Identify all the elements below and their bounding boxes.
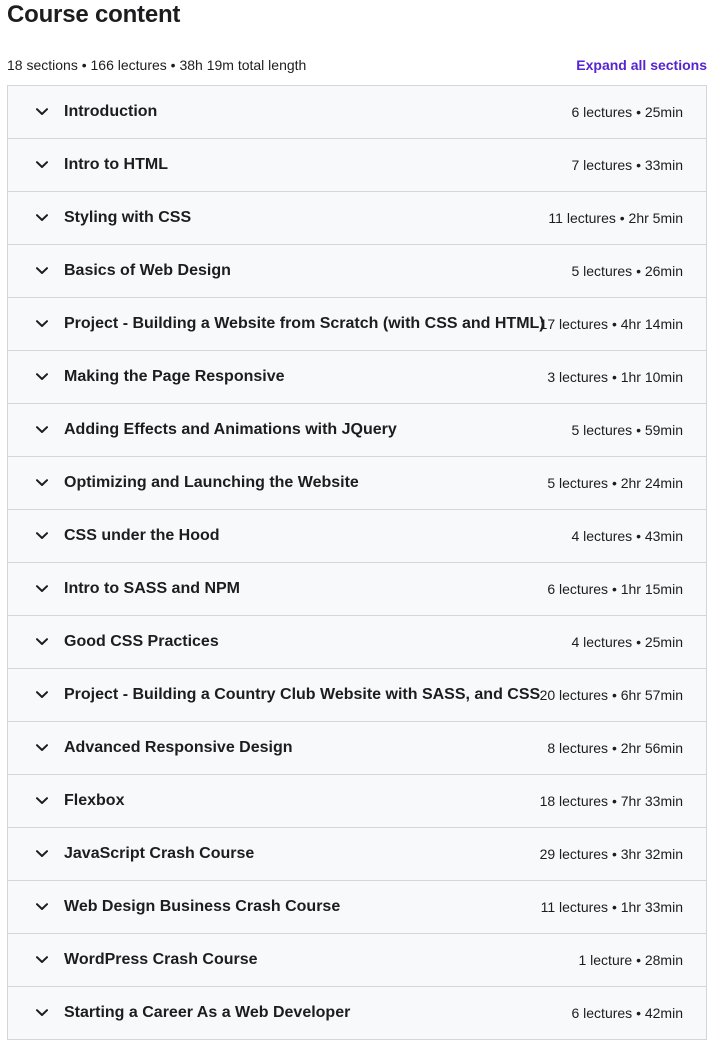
section-title: Project - Building a Country Club Website with SASS, and CSS (64, 686, 541, 703)
section-row[interactable] (8, 192, 706, 245)
section-title: Good CSS Practices (64, 633, 219, 650)
chevron-down-icon (35, 423, 49, 437)
section-meta: 5 lectures • 26min (571, 263, 683, 279)
section-meta: 1 lecture • 28min (578, 952, 683, 968)
section-meta: 20 lectures • 6hr 57min (539, 687, 683, 703)
section-meta: 18 lectures • 7hr 33min (539, 793, 683, 809)
chevron-down-icon (35, 370, 49, 384)
section-row[interactable] (8, 828, 706, 881)
section-meta: 4 lectures • 43min (571, 528, 683, 544)
page-title: Course content (7, 1, 181, 28)
section-row[interactable] (8, 457, 706, 510)
chevron-down-icon (35, 847, 49, 861)
chevron-down-icon (35, 582, 49, 596)
section-title: Intro to SASS and NPM (64, 580, 240, 597)
section-row[interactable] (8, 934, 706, 987)
chevron-down-icon (35, 741, 49, 755)
section-row[interactable] (8, 510, 706, 563)
section-row[interactable] (8, 669, 706, 722)
course-summary-row (7, 55, 707, 75)
section-meta: 11 lectures • 2hr 5min (548, 210, 683, 226)
section-meta: 5 lectures • 59min (571, 422, 683, 438)
section-title: Advanced Responsive Design (64, 739, 293, 756)
chevron-down-icon (35, 529, 49, 543)
chevron-down-icon (35, 635, 49, 649)
section-meta: 7 lectures • 33min (571, 157, 683, 173)
section-title: Intro to HTML (64, 156, 168, 173)
section-meta: 6 lectures • 1hr 15min (547, 581, 683, 597)
section-meta: 3 lectures • 1hr 10min (547, 369, 683, 385)
section-title: JavaScript Crash Course (64, 845, 255, 862)
section-row[interactable] (8, 987, 706, 1040)
chevron-down-icon (35, 900, 49, 914)
section-title: Styling with CSS (64, 209, 192, 226)
section-title: Introduction (64, 103, 158, 120)
section-meta: 4 lectures • 25min (571, 634, 683, 650)
chevron-down-icon (35, 317, 49, 331)
section-row[interactable] (8, 298, 706, 351)
section-title: CSS under the Hood (64, 527, 220, 544)
section-list (7, 85, 707, 1040)
section-row[interactable] (8, 404, 706, 457)
section-title: Web Design Business Crash Course (64, 898, 341, 915)
section-row[interactable] (8, 245, 706, 298)
section-row[interactable] (8, 563, 706, 616)
section-meta: 11 lectures • 1hr 33min (540, 899, 683, 915)
section-title: Starting a Career As a Web Developer (64, 1004, 351, 1021)
section-row[interactable] (8, 86, 706, 139)
section-title: Optimizing and Launching the Website (64, 474, 359, 491)
section-row[interactable] (8, 139, 706, 192)
section-title: Adding Effects and Animations with JQuery (64, 421, 397, 438)
chevron-down-icon (35, 953, 49, 967)
section-meta: 8 lectures • 2hr 56min (547, 740, 683, 756)
section-row[interactable] (8, 722, 706, 775)
section-title: Making the Page Responsive (64, 368, 285, 385)
section-meta: 6 lectures • 25min (571, 104, 683, 120)
section-row[interactable] (8, 775, 706, 828)
section-title: WordPress Crash Course (64, 951, 258, 968)
section-meta: 17 lectures • 4hr 14min (539, 316, 683, 332)
section-title: Basics of Web Design (64, 262, 231, 279)
chevron-down-icon (35, 688, 49, 702)
chevron-down-icon (35, 158, 49, 172)
chevron-down-icon (35, 794, 49, 808)
chevron-down-icon (35, 476, 49, 490)
section-row[interactable] (8, 881, 706, 934)
chevron-down-icon (35, 264, 49, 278)
section-meta: 29 lectures • 3hr 32min (539, 846, 683, 862)
section-meta: 5 lectures • 2hr 24min (547, 475, 683, 491)
section-title: Flexbox (64, 792, 125, 809)
expand-all-button[interactable]: Expand all sections (576, 57, 707, 73)
section-title: Project - Building a Website from Scratch (with CSS and HTML) (64, 315, 545, 332)
chevron-down-icon (35, 105, 49, 119)
chevron-down-icon (35, 211, 49, 225)
chevron-down-icon (35, 1006, 49, 1020)
section-row[interactable] (8, 351, 706, 404)
course-summary: 18 sections • 166 lectures • 38h 19m total length (7, 57, 307, 73)
section-meta: 6 lectures • 42min (571, 1005, 683, 1021)
section-row[interactable] (8, 616, 706, 669)
